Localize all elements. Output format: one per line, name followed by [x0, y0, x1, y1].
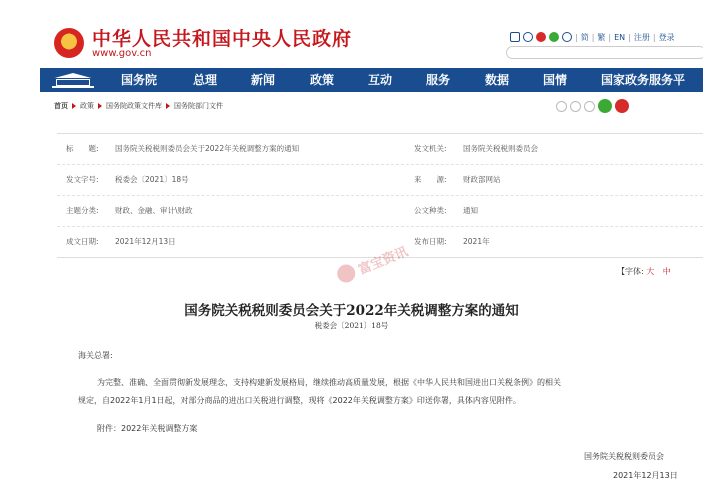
share-bar [556, 99, 629, 113]
document-body-line: 规定，自2022年1月1日起，对部分商品的进出口关税进行调整，现将《2022年关税调整方案》印送你署，具体内容见附件。 [78, 396, 521, 405]
search-input[interactable] [506, 46, 703, 59]
document-number: 税委会〔2021〕18号 [314, 321, 389, 330]
link-register[interactable]: 注册 [633, 32, 650, 42]
watermark-text: 富宝资讯 [356, 244, 411, 278]
info-value-doc-number: 税委会〔2021〕18号 [115, 175, 189, 184]
link-english[interactable]: EN [614, 32, 626, 42]
wechat-share-icon[interactable] [598, 99, 612, 113]
breadcrumb-arrow-icon [72, 103, 76, 109]
separator: | [575, 32, 578, 42]
breadcrumb-policy[interactable]: 政策 [80, 102, 94, 110]
document-body-line: 为完整、准确、全面贯彻新发展理念，支持构建新发展格局，继续推动高质量发展，根据《中华人民共和国进出口关税条例》的相关 [97, 378, 561, 387]
info-value-category: 财政、金融、审计\财政 [115, 206, 193, 215]
national-emblem-icon[interactable] [54, 28, 84, 58]
info-value-doc-type: 通知 [463, 206, 478, 215]
separator: | [591, 32, 595, 42]
info-value-issuer: 国务院关税税则委员会 [463, 144, 538, 153]
document-info-table [57, 133, 703, 258]
nav-item-premier[interactable]: 总理 [193, 73, 218, 87]
nav-item-services[interactable]: 服务 [426, 73, 451, 87]
breadcrumb-department-docs[interactable]: 国务院部门文件 [174, 102, 223, 110]
info-value-publish-date: 2021年 [463, 237, 490, 246]
document-date: 2021年12月13日 [613, 471, 678, 480]
font-size-switcher [617, 266, 671, 277]
link-simplified[interactable]: 简 [580, 32, 589, 42]
info-label-title: 标 题: [66, 144, 99, 153]
info-label-doc-type: 公文种类: [414, 206, 447, 215]
separator: | [652, 32, 656, 42]
document-attachment-link[interactable]: 附件：2022年关税调整方案 [97, 424, 198, 433]
watermark-logo-icon [335, 262, 358, 285]
info-label-written-date: 成文日期: [66, 237, 99, 246]
separator: | [628, 32, 631, 42]
info-label-doc-number: 发文字号: [66, 175, 99, 184]
weibo-icon[interactable] [536, 32, 546, 42]
info-value-written-date: 2021年12月13日 [115, 237, 176, 246]
document-signature: 国务院关税税则委员会 [584, 452, 664, 461]
nav-item-interaction[interactable]: 互动 [368, 73, 393, 87]
favorite-icon[interactable] [556, 101, 567, 112]
info-value-source: 财政部网站 [463, 175, 501, 184]
weibo-share-icon[interactable] [615, 99, 629, 113]
document-title: 国务院关税税则委员会关于2022年关税调整方案的通知 [184, 303, 519, 319]
rss-icon[interactable] [562, 32, 572, 42]
share-icon[interactable] [584, 101, 595, 112]
info-label-source: 来 源: [414, 175, 447, 184]
info-row [57, 196, 703, 227]
nav-item-news[interactable]: 新闻 [251, 73, 276, 87]
nav-item-national-info[interactable]: 国情 [543, 73, 568, 87]
breadcrumb-home[interactable]: 首页 [54, 102, 68, 110]
print-icon[interactable] [570, 101, 581, 112]
nav-item-service-platform[interactable]: 国家政务服务平 [601, 73, 686, 87]
info-row [57, 134, 703, 165]
info-label-publish-date: 发布日期: [414, 237, 447, 246]
document-salutation: 海关总署: [78, 351, 113, 360]
font-size-medium[interactable]: 中 [662, 267, 671, 276]
font-size-label: 【字体: [617, 267, 644, 276]
mail-icon[interactable] [510, 32, 520, 42]
breadcrumb-arrow-icon [166, 103, 170, 109]
home-building-icon[interactable] [50, 71, 96, 89]
breadcrumb [54, 100, 223, 112]
breadcrumb-policy-library[interactable]: 国务院政策文件库 [106, 102, 162, 110]
link-traditional[interactable]: 繁 [597, 32, 606, 42]
info-label-category: 主题分类: [66, 206, 99, 215]
info-value-title: 国务院关税税则委员会关于2022年关税调整方案的通知 [115, 144, 300, 153]
nav-item-state-council[interactable]: 国务院 [121, 73, 158, 87]
main-nav [40, 68, 703, 92]
site-title[interactable]: 中华人民共和国中央人民政府 [92, 28, 353, 50]
site-header [0, 0, 703, 68]
nav-item-data[interactable]: 数据 [485, 73, 510, 87]
link-login[interactable]: 登录 [658, 32, 675, 42]
separator: | [608, 32, 612, 42]
info-row [57, 165, 703, 196]
header-toolbar [510, 30, 675, 44]
breadcrumb-arrow-icon [98, 103, 102, 109]
wechat-icon[interactable] [549, 32, 559, 42]
nav-item-policy[interactable]: 政策 [310, 73, 335, 87]
mobile-icon[interactable] [523, 32, 533, 42]
font-size-large[interactable]: 大 [646, 267, 655, 276]
site-domain: www.gov.cn [92, 48, 152, 59]
info-label-issuer: 发文机关: [414, 144, 447, 153]
